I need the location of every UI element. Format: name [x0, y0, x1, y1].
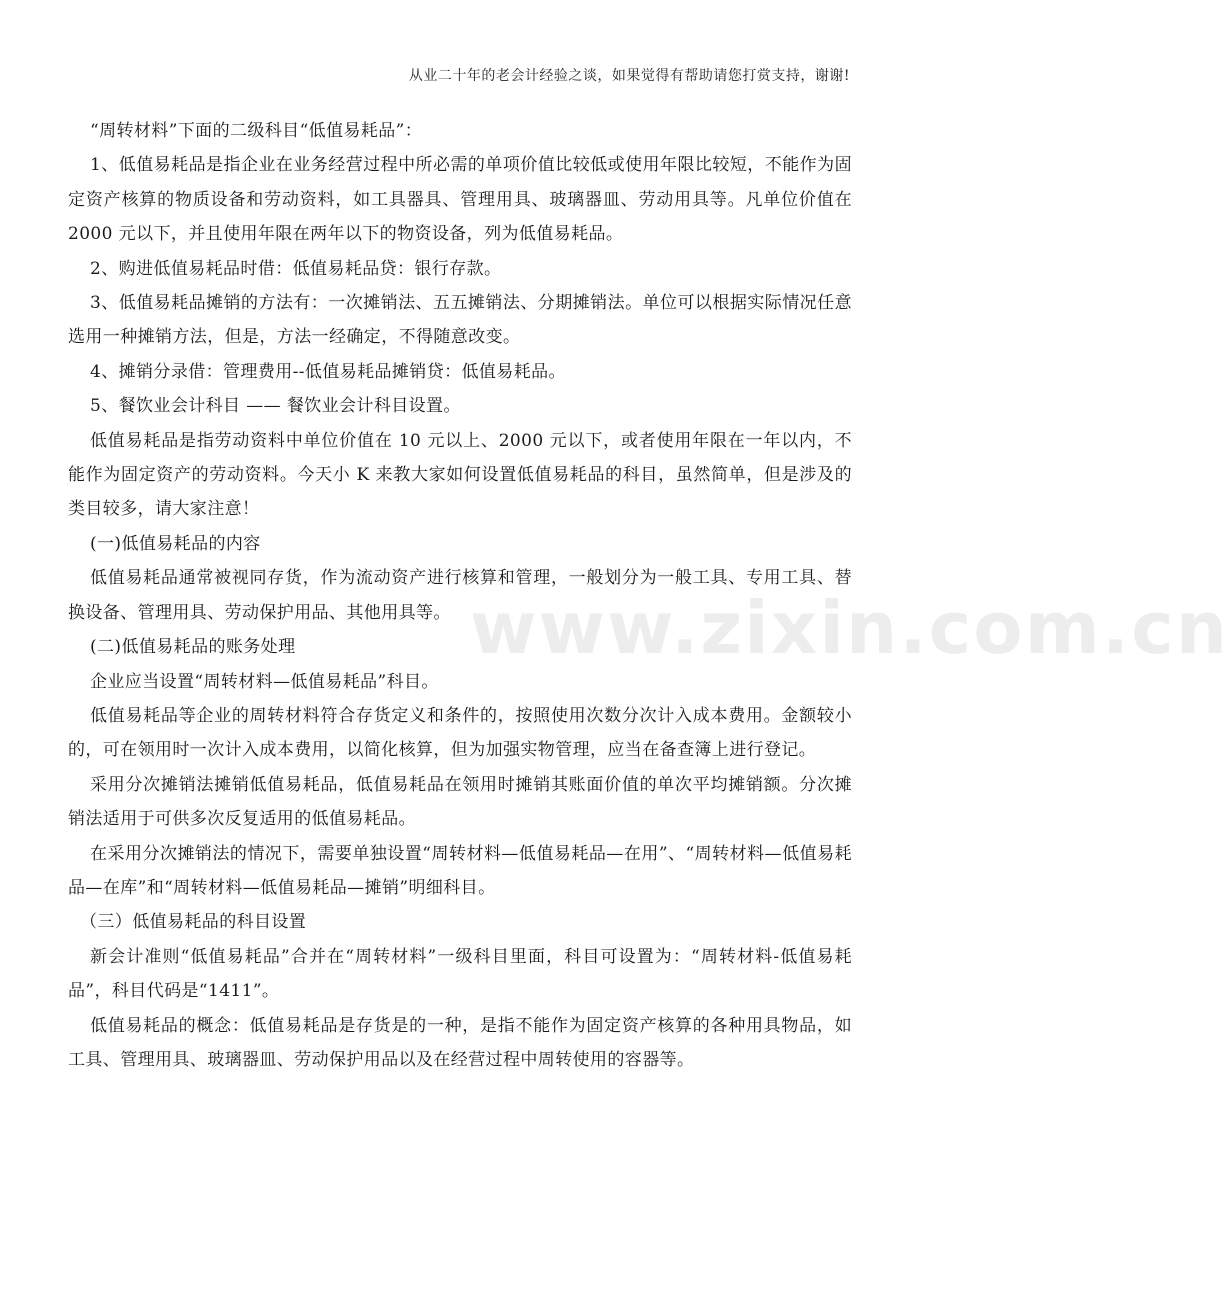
paragraph-amortization: 采用分次摊销法摊销低值易耗品，低值易耗品在领用时摊销其账面价值的单次平均摊销额。分次摊销法适用于可供多次反复适用的低值易耗品。: [68, 774, 852, 830]
paragraph-point-2: 2、购进低值易耗品时借：低值易耗品贷：银行存款。: [90, 258, 502, 279]
section-heading-2: (二)低值易耗品的账务处理: [90, 637, 296, 658]
paragraph-intro: “周转材料”下面的二级科目“低值易耗品”：: [90, 121, 423, 141]
document-body: [68, 114, 852, 1077]
paragraph-point-1: 1、低值易耗品是指企业在业务经营过程中所必需的单项价值比较低或使用年限比较短，不能作为固定资产核算的物质设备和劳动资料，如工具器具、管理用具、玻璃器皿、劳动用具等。凡单位价值在 2000 元以下，并且使用年限在两年以下的物资设备，列为低值易耗品。: [68, 155, 852, 245]
paragraph-account-setup: 企业应当设置“周转材料—低值易耗品”科目。: [90, 671, 439, 692]
section-heading-1: (一)低值易耗品的内容: [90, 533, 261, 554]
header-note: 从业二十年的老会计经验之谈，如果觉得有帮助请您打赏支持，谢谢!: [408, 68, 850, 84]
paragraph-point-4: 4、摊销分录借：管理费用--低值易耗品摊销贷：低值易耗品。: [90, 361, 566, 382]
paragraph-content: 低值易耗品通常被视同存货，作为流动资产进行核算和管理，一般划分为一般工具、专用工具、替换设备、管理用具、劳动保护用品、其他用具等。: [68, 568, 852, 623]
section-heading-3: （三）低值易耗品的科目设置: [80, 912, 307, 933]
paragraph-new-standard: 新会计准则“低值易耗品”合并在“周转材料”一级科目里面，科目可设置为：“周转材料-低值易耗品”，科目代码是“1411”。: [68, 946, 852, 1002]
paragraph-definition: 低值易耗品是指劳动资料中单位价值在 10 元以上、2000 元以下，或者使用年限在一年以内，不能作为固定资产的劳动资料。今天小 K 来教大家如何设置低值易耗品的科目，虽然简单，但是涉及的类目较多，请大家注意！: [68, 430, 852, 520]
paragraph-point-3: 3、低值易耗品摊销的方法有：一次摊销法、五五摊销法、分期摊销法。单位可以根据实际情况任意选用一种摊销方法，但是，方法一经确定，不得随意改变。: [68, 293, 852, 348]
paragraph-concept: 低值易耗品的概念：低值易耗品是存货是的一种，是指不能作为固定资产核算的各种用具物品，如工具、管理用具、玻璃器皿、劳动保护用品以及在经营过程中周转使用的容器等。: [68, 1015, 852, 1070]
watermark: www.zixin.com.cn: [470, 586, 1229, 670]
paragraph-cost-recognition: 低值易耗品等企业的周转材料符合存货定义和条件的，按照使用次数分次计入成本费用。金额较小的，可在领用时一次计入成本费用，以简化核算，但为加强实物管理，应当在备查簿上进行登记。: [68, 705, 852, 761]
paragraph-point-5: 5、餐饮业会计科目 —— 餐饮业会计科目设置。: [90, 396, 461, 417]
paragraph-detail-accounts: 在采用分次摊销法的情况下，需要单独设置“周转材料—低值易耗品—在用”、“周转材料—低值易耗品—在库”和“周转材料—低值易耗品—摊销”明细科目。: [68, 843, 852, 898]
